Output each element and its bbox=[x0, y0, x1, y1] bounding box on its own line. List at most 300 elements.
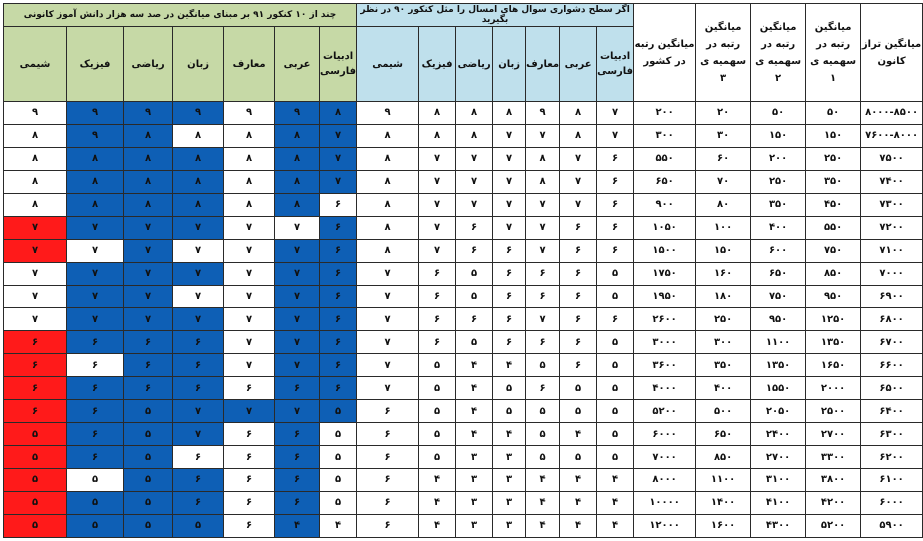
cell-score-91: ۷ bbox=[4, 262, 67, 285]
cell-score-91: ۶ bbox=[275, 377, 320, 400]
cell-rank-quota-2: ۲۵۰ bbox=[751, 170, 806, 193]
cell-score-90: ۷ bbox=[493, 124, 526, 147]
cell-score-90: ۶ bbox=[357, 400, 419, 423]
cell-score-90: ۴ bbox=[560, 469, 597, 492]
cell-rank-quota-2: ۴۳۰۰ bbox=[751, 514, 806, 537]
cell-score-90: ۶ bbox=[597, 216, 634, 239]
cell-score-90: ۷ bbox=[419, 239, 456, 262]
cell-rank-quota-1: ۵۰ bbox=[806, 102, 861, 125]
header-taraz: میانگین تراز کانون bbox=[861, 4, 923, 102]
cell-rank-quota-2: ۱۳۵۰ bbox=[751, 354, 806, 377]
cell-score-91: ۸ bbox=[67, 193, 124, 216]
cell-score-91: ۷ bbox=[173, 262, 224, 285]
cell-score-90: ۵ bbox=[493, 400, 526, 423]
cell-score-90: ۶ bbox=[560, 285, 597, 308]
table-row bbox=[4, 285, 923, 308]
table-row bbox=[4, 354, 923, 377]
cell-taraz: ۷۳۰۰ bbox=[861, 193, 923, 216]
table-row bbox=[4, 400, 923, 423]
cell-taraz: ۸۰۰۰-۸۵۰۰ bbox=[861, 102, 923, 125]
cell-score-90: ۶ bbox=[493, 308, 526, 331]
header-subject-90-0: ادبیات فارسی bbox=[597, 27, 634, 102]
header-rank-quota-2: میانگین رتبه در سهمیه ی ۲ bbox=[751, 4, 806, 102]
cell-taraz: ۶۳۰۰ bbox=[861, 423, 923, 446]
cell-score-91: ۸ bbox=[224, 124, 275, 147]
header-subject-90-2: معارف bbox=[526, 27, 560, 102]
cell-rank-quota-3: ۱۵۰ bbox=[696, 239, 751, 262]
cell-score-91: ۶ bbox=[67, 446, 124, 469]
cell-score-90: ۵ bbox=[419, 377, 456, 400]
cell-score-90: ۵ bbox=[597, 377, 634, 400]
table-row bbox=[4, 216, 923, 239]
cell-rank-quota-2: ۵۰ bbox=[751, 102, 806, 125]
cell-score-91: ۵ bbox=[124, 446, 173, 469]
cell-score-90: ۳ bbox=[493, 469, 526, 492]
cell-score-91: ۶ bbox=[124, 354, 173, 377]
cell-taraz: ۵۹۰۰ bbox=[861, 514, 923, 537]
cell-score-91: ۷ bbox=[224, 354, 275, 377]
exam-rank-table bbox=[3, 3, 923, 538]
cell-score-90: ۷ bbox=[526, 308, 560, 331]
cell-score-91: ۵ bbox=[4, 514, 67, 537]
cell-score-91: ۷ bbox=[275, 308, 320, 331]
cell-rank-quota-3: ۱۴۰۰ bbox=[696, 491, 751, 514]
cell-score-91: ۸ bbox=[275, 170, 320, 193]
cell-score-91: ۹ bbox=[173, 102, 224, 125]
cell-score-90: ۴ bbox=[526, 469, 560, 492]
header-rank-quota-3: میانگین رتبه در سهمیه ی ۳ bbox=[696, 4, 751, 102]
cell-score-91: ۸ bbox=[224, 170, 275, 193]
cell-rank-country: ۳۰۰ bbox=[634, 124, 696, 147]
cell-score-90: ۵ bbox=[419, 423, 456, 446]
cell-score-91: ۶ bbox=[320, 285, 357, 308]
cell-rank-quota-1: ۴۲۰۰ bbox=[806, 491, 861, 514]
cell-taraz: ۶۷۰۰ bbox=[861, 331, 923, 354]
cell-score-91: ۶ bbox=[4, 354, 67, 377]
cell-score-91: ۷ bbox=[124, 239, 173, 262]
cell-rank-country: ۱۰۰۰۰ bbox=[634, 491, 696, 514]
cell-rank-quota-2: ۲۰۰ bbox=[751, 147, 806, 170]
cell-rank-quota-3: ۶۰ bbox=[696, 147, 751, 170]
cell-score-91: ۵ bbox=[320, 446, 357, 469]
cell-score-91: ۷ bbox=[173, 285, 224, 308]
cell-rank-quota-1: ۱۳۵۰ bbox=[806, 331, 861, 354]
cell-score-90: ۴ bbox=[560, 491, 597, 514]
cell-score-90: ۷ bbox=[419, 170, 456, 193]
cell-rank-quota-2: ۷۵۰ bbox=[751, 285, 806, 308]
cell-score-91: ۹ bbox=[67, 124, 124, 147]
cell-score-90: ۶ bbox=[456, 216, 493, 239]
cell-score-90: ۴ bbox=[419, 514, 456, 537]
cell-taraz: ۷۶۰۰-۸۰۰۰ bbox=[861, 124, 923, 147]
cell-score-90: ۷ bbox=[493, 147, 526, 170]
cell-rank-quota-1: ۲۰۰۰ bbox=[806, 377, 861, 400]
cell-score-91: ۶ bbox=[224, 423, 275, 446]
cell-rank-country: ۵۵۰ bbox=[634, 147, 696, 170]
cell-rank-quota-3: ۸۰ bbox=[696, 193, 751, 216]
cell-score-90: ۸ bbox=[456, 124, 493, 147]
cell-score-90: ۷ bbox=[357, 262, 419, 285]
cell-rank-quota-2: ۳۵۰ bbox=[751, 193, 806, 216]
header-subject-90-4: ریاضی bbox=[456, 27, 493, 102]
cell-score-91: ۷ bbox=[320, 147, 357, 170]
cell-score-90: ۷ bbox=[493, 193, 526, 216]
cell-score-91: ۶ bbox=[173, 377, 224, 400]
cell-score-91: ۷ bbox=[124, 285, 173, 308]
cell-rank-quota-1: ۱۶۵۰ bbox=[806, 354, 861, 377]
cell-score-91: ۷ bbox=[224, 400, 275, 423]
cell-score-91: ۷ bbox=[275, 285, 320, 308]
cell-score-90: ۳ bbox=[493, 446, 526, 469]
cell-rank-quota-1: ۵۵۰ bbox=[806, 216, 861, 239]
cell-rank-country: ۶۰۰۰ bbox=[634, 423, 696, 446]
cell-score-90: ۶ bbox=[560, 216, 597, 239]
cell-score-90: ۵ bbox=[597, 285, 634, 308]
cell-taraz: ۶۹۰۰ bbox=[861, 285, 923, 308]
cell-score-91: ۵ bbox=[173, 514, 224, 537]
cell-score-90: ۵ bbox=[560, 377, 597, 400]
cell-score-91: ۷ bbox=[275, 331, 320, 354]
cell-score-90: ۹ bbox=[357, 102, 419, 125]
table-row bbox=[4, 239, 923, 262]
cell-score-90: ۷ bbox=[526, 193, 560, 216]
cell-rank-quota-1: ۵۲۰۰ bbox=[806, 514, 861, 537]
cell-score-91: ۶ bbox=[320, 193, 357, 216]
table-row bbox=[4, 262, 923, 285]
cell-rank-quota-2: ۳۱۰۰ bbox=[751, 469, 806, 492]
cell-rank-quota-3: ۶۵۰ bbox=[696, 423, 751, 446]
cell-score-91: ۷ bbox=[173, 400, 224, 423]
cell-score-90: ۵ bbox=[597, 354, 634, 377]
cell-score-91: ۸ bbox=[4, 193, 67, 216]
cell-rank-country: ۸۰۰۰ bbox=[634, 469, 696, 492]
cell-score-91: ۶ bbox=[67, 354, 124, 377]
cell-score-91: ۹ bbox=[124, 102, 173, 125]
cell-rank-quota-3: ۵۰۰ bbox=[696, 400, 751, 423]
cell-score-90: ۶ bbox=[526, 285, 560, 308]
cell-taraz: ۶۶۰۰ bbox=[861, 354, 923, 377]
cell-score-91: ۵ bbox=[124, 514, 173, 537]
cell-score-90: ۵ bbox=[560, 400, 597, 423]
cell-score-91: ۵ bbox=[124, 400, 173, 423]
cell-score-90: ۷ bbox=[419, 216, 456, 239]
cell-score-90: ۶ bbox=[419, 308, 456, 331]
cell-rank-quota-1: ۲۵۰ bbox=[806, 147, 861, 170]
cell-score-91: ۸ bbox=[124, 124, 173, 147]
cell-score-91: ۷ bbox=[224, 331, 275, 354]
cell-taraz: ۶۴۰۰ bbox=[861, 400, 923, 423]
group-title-90: اگر سطح دشواری سوال های امسال را مثل کنکور ۹۰ در نظر بگیرید bbox=[357, 4, 634, 27]
cell-score-90: ۶ bbox=[493, 239, 526, 262]
cell-score-90: ۶ bbox=[493, 331, 526, 354]
cell-taraz: ۶۵۰۰ bbox=[861, 377, 923, 400]
cell-score-91: ۷ bbox=[224, 308, 275, 331]
cell-score-91: ۷ bbox=[224, 216, 275, 239]
cell-score-90: ۴ bbox=[419, 491, 456, 514]
table-row bbox=[4, 331, 923, 354]
cell-score-91: ۵ bbox=[124, 469, 173, 492]
cell-score-90: ۹ bbox=[526, 102, 560, 125]
cell-rank-quota-2: ۱۵۰ bbox=[751, 124, 806, 147]
cell-score-91: ۶ bbox=[320, 308, 357, 331]
cell-score-91: ۶ bbox=[224, 446, 275, 469]
cell-score-91: ۵ bbox=[67, 491, 124, 514]
cell-score-91: ۶ bbox=[320, 377, 357, 400]
cell-score-90: ۷ bbox=[456, 147, 493, 170]
cell-rank-quota-3: ۸۵۰ bbox=[696, 446, 751, 469]
cell-rank-quota-1: ۸۵۰ bbox=[806, 262, 861, 285]
cell-score-90: ۸ bbox=[419, 102, 456, 125]
cell-score-91: ۵ bbox=[67, 514, 124, 537]
cell-rank-country: ۶۵۰ bbox=[634, 170, 696, 193]
cell-taraz: ۶۰۰۰ bbox=[861, 491, 923, 514]
cell-score-90: ۶ bbox=[419, 285, 456, 308]
cell-score-91: ۵ bbox=[320, 423, 357, 446]
cell-score-91: ۷ bbox=[4, 239, 67, 262]
table-row bbox=[4, 308, 923, 331]
cell-score-91: ۴ bbox=[320, 514, 357, 537]
cell-score-91: ۸ bbox=[173, 170, 224, 193]
header-subject-90-5: فیزیک bbox=[419, 27, 456, 102]
cell-score-91: ۵ bbox=[320, 491, 357, 514]
cell-score-90: ۶ bbox=[597, 147, 634, 170]
cell-score-91: ۷ bbox=[275, 400, 320, 423]
cell-score-91: ۶ bbox=[173, 446, 224, 469]
header-rank-country: میانگین رتبه در کشور bbox=[634, 4, 696, 102]
cell-score-90: ۴ bbox=[456, 354, 493, 377]
header-subject-91-3: زبان bbox=[173, 27, 224, 102]
cell-score-91: ۷ bbox=[275, 354, 320, 377]
cell-score-90: ۷ bbox=[597, 124, 634, 147]
table-row bbox=[4, 102, 923, 125]
cell-rank-quota-1: ۳۳۰۰ bbox=[806, 446, 861, 469]
cell-score-90: ۴ bbox=[456, 377, 493, 400]
cell-score-91: ۷ bbox=[4, 216, 67, 239]
cell-taraz: ۷۴۰۰ bbox=[861, 170, 923, 193]
header-subject-90-1: عربی bbox=[560, 27, 597, 102]
cell-score-91: ۶ bbox=[4, 377, 67, 400]
cell-rank-quota-3: ۱۱۰۰ bbox=[696, 469, 751, 492]
cell-rank-quota-2: ۲۷۰۰ bbox=[751, 446, 806, 469]
cell-score-90: ۷ bbox=[357, 308, 419, 331]
cell-rank-country: ۳۶۰۰ bbox=[634, 354, 696, 377]
cell-score-91: ۸ bbox=[173, 147, 224, 170]
cell-score-90: ۶ bbox=[597, 170, 634, 193]
header-subject-91-1: عربی bbox=[275, 27, 320, 102]
cell-score-91: ۶ bbox=[320, 331, 357, 354]
cell-score-91: ۵ bbox=[4, 446, 67, 469]
cell-score-90: ۵ bbox=[493, 377, 526, 400]
cell-score-91: ۸ bbox=[124, 193, 173, 216]
cell-score-90: ۴ bbox=[493, 354, 526, 377]
cell-score-91: ۶ bbox=[275, 469, 320, 492]
cell-score-91: ۹ bbox=[275, 102, 320, 125]
cell-score-90: ۶ bbox=[526, 331, 560, 354]
cell-score-91: ۷ bbox=[67, 308, 124, 331]
cell-score-91: ۸ bbox=[275, 193, 320, 216]
cell-score-90: ۵ bbox=[560, 446, 597, 469]
cell-score-91: ۹ bbox=[224, 102, 275, 125]
table-body bbox=[4, 102, 923, 538]
cell-rank-quota-2: ۴۰۰ bbox=[751, 216, 806, 239]
table-row bbox=[4, 193, 923, 216]
header-subject-91-4: ریاضی bbox=[124, 27, 173, 102]
cell-score-91: ۵ bbox=[4, 423, 67, 446]
cell-score-91: ۷ bbox=[124, 262, 173, 285]
cell-score-91: ۸ bbox=[224, 193, 275, 216]
cell-score-90: ۶ bbox=[560, 354, 597, 377]
cell-taraz: ۶۲۰۰ bbox=[861, 446, 923, 469]
cell-score-91: ۷ bbox=[67, 285, 124, 308]
cell-score-91: ۶ bbox=[173, 491, 224, 514]
cell-score-90: ۵ bbox=[456, 262, 493, 285]
table-row bbox=[4, 170, 923, 193]
cell-score-90: ۷ bbox=[560, 193, 597, 216]
cell-score-90: ۵ bbox=[526, 446, 560, 469]
cell-rank-country: ۲۰۰ bbox=[634, 102, 696, 125]
cell-score-90: ۶ bbox=[357, 423, 419, 446]
cell-score-91: ۷ bbox=[275, 262, 320, 285]
cell-score-91: ۶ bbox=[224, 377, 275, 400]
cell-rank-quota-3: ۱۸۰ bbox=[696, 285, 751, 308]
cell-rank-quota-2: ۴۱۰۰ bbox=[751, 491, 806, 514]
cell-rank-country: ۱۹۵۰ bbox=[634, 285, 696, 308]
cell-score-90: ۵ bbox=[456, 331, 493, 354]
cell-score-90: ۸ bbox=[357, 147, 419, 170]
cell-score-91: ۶ bbox=[224, 514, 275, 537]
table-row bbox=[4, 514, 923, 537]
cell-score-90: ۸ bbox=[357, 193, 419, 216]
cell-score-91: ۸ bbox=[275, 124, 320, 147]
cell-score-91: ۶ bbox=[320, 239, 357, 262]
cell-rank-quota-3: ۱۶۰ bbox=[696, 262, 751, 285]
cell-score-91: ۷ bbox=[173, 216, 224, 239]
cell-rank-quota-1: ۷۵۰ bbox=[806, 239, 861, 262]
cell-score-90: ۶ bbox=[597, 239, 634, 262]
cell-score-90: ۵ bbox=[597, 446, 634, 469]
cell-score-90: ۴ bbox=[493, 423, 526, 446]
cell-score-91: ۸ bbox=[4, 124, 67, 147]
cell-score-90: ۸ bbox=[357, 124, 419, 147]
cell-score-91: ۶ bbox=[124, 331, 173, 354]
cell-score-90: ۵ bbox=[419, 446, 456, 469]
cell-score-91: ۶ bbox=[275, 446, 320, 469]
cell-rank-quota-2: ۶۰۰ bbox=[751, 239, 806, 262]
cell-score-90: ۶ bbox=[357, 491, 419, 514]
cell-score-91: ۷ bbox=[173, 308, 224, 331]
cell-rank-country: ۱۵۰۰ bbox=[634, 239, 696, 262]
cell-score-91: ۷ bbox=[224, 239, 275, 262]
cell-score-91: ۸ bbox=[224, 147, 275, 170]
cell-taraz: ۷۲۰۰ bbox=[861, 216, 923, 239]
cell-score-90: ۸ bbox=[526, 170, 560, 193]
cell-score-90: ۸ bbox=[560, 124, 597, 147]
cell-rank-quota-1: ۲۵۰۰ bbox=[806, 400, 861, 423]
cell-score-90: ۶ bbox=[526, 377, 560, 400]
cell-score-90: ۳ bbox=[493, 514, 526, 537]
cell-score-90: ۷ bbox=[526, 124, 560, 147]
cell-score-91: ۸ bbox=[124, 147, 173, 170]
cell-score-91: ۶ bbox=[224, 491, 275, 514]
cell-score-91: ۷ bbox=[124, 308, 173, 331]
cell-score-91: ۹ bbox=[67, 102, 124, 125]
cell-score-90: ۸ bbox=[357, 239, 419, 262]
cell-score-90: ۶ bbox=[597, 193, 634, 216]
cell-score-91: ۷ bbox=[124, 216, 173, 239]
cell-score-90: ۳ bbox=[456, 446, 493, 469]
cell-score-90: ۷ bbox=[560, 147, 597, 170]
table-row bbox=[4, 491, 923, 514]
cell-rank-quota-3: ۳۰۰ bbox=[696, 331, 751, 354]
cell-score-90: ۴ bbox=[456, 423, 493, 446]
cell-score-90: ۵ bbox=[419, 354, 456, 377]
cell-taraz: ۷۵۰۰ bbox=[861, 147, 923, 170]
cell-score-91: ۵ bbox=[124, 491, 173, 514]
cell-score-90: ۳ bbox=[493, 491, 526, 514]
cell-rank-quota-2: ۱۱۰۰ bbox=[751, 331, 806, 354]
cell-score-90: ۶ bbox=[597, 308, 634, 331]
cell-score-90: ۷ bbox=[419, 147, 456, 170]
cell-score-90: ۶ bbox=[526, 262, 560, 285]
cell-score-91: ۹ bbox=[4, 102, 67, 125]
cell-score-91: ۶ bbox=[67, 423, 124, 446]
cell-score-90: ۷ bbox=[357, 354, 419, 377]
cell-score-90: ۴ bbox=[597, 469, 634, 492]
cell-rank-quota-1: ۱۵۰ bbox=[806, 124, 861, 147]
cell-score-91: ۷ bbox=[4, 308, 67, 331]
cell-score-90: ۵ bbox=[597, 423, 634, 446]
cell-rank-quota-3: ۴۰۰ bbox=[696, 377, 751, 400]
cell-rank-quota-3: ۱۰۰ bbox=[696, 216, 751, 239]
cell-score-91: ۶ bbox=[173, 354, 224, 377]
cell-score-90: ۷ bbox=[597, 102, 634, 125]
cell-score-91: ۷ bbox=[275, 216, 320, 239]
cell-score-91: ۷ bbox=[320, 124, 357, 147]
cell-rank-quota-1: ۹۵۰ bbox=[806, 285, 861, 308]
cell-rank-country: ۷۰۰۰ bbox=[634, 446, 696, 469]
cell-rank-quota-2: ۹۵۰ bbox=[751, 308, 806, 331]
cell-score-90: ۴ bbox=[419, 469, 456, 492]
cell-score-91: ۵ bbox=[4, 469, 67, 492]
cell-score-90: ۳ bbox=[456, 491, 493, 514]
cell-rank-quota-3: ۲۵۰ bbox=[696, 308, 751, 331]
header-subject-90-6: شیمی bbox=[357, 27, 419, 102]
cell-score-90: ۸ bbox=[357, 170, 419, 193]
cell-score-91: ۶ bbox=[67, 377, 124, 400]
cell-rank-country: ۱۲۰۰۰ bbox=[634, 514, 696, 537]
cell-score-90: ۷ bbox=[357, 377, 419, 400]
cell-score-90: ۵ bbox=[526, 423, 560, 446]
cell-score-90: ۵ bbox=[597, 400, 634, 423]
cell-rank-quota-3: ۳۵۰ bbox=[696, 354, 751, 377]
cell-score-91: ۷ bbox=[67, 216, 124, 239]
cell-rank-quota-2: ۲۴۰۰ bbox=[751, 423, 806, 446]
cell-score-91: ۷ bbox=[67, 239, 124, 262]
cell-score-91: ۸ bbox=[67, 147, 124, 170]
cell-score-90: ۶ bbox=[357, 446, 419, 469]
cell-score-90: ۷ bbox=[456, 170, 493, 193]
cell-score-91: ۶ bbox=[320, 354, 357, 377]
cell-score-91: ۸ bbox=[4, 170, 67, 193]
table-row bbox=[4, 124, 923, 147]
cell-rank-quota-1: ۳۵۰ bbox=[806, 170, 861, 193]
table-header bbox=[4, 4, 923, 102]
cell-score-91: ۵ bbox=[67, 469, 124, 492]
cell-score-91: ۸ bbox=[4, 147, 67, 170]
cell-rank-quota-3: ۷۰ bbox=[696, 170, 751, 193]
cell-rank-quota-1: ۱۲۵۰ bbox=[806, 308, 861, 331]
cell-score-90: ۵ bbox=[456, 285, 493, 308]
